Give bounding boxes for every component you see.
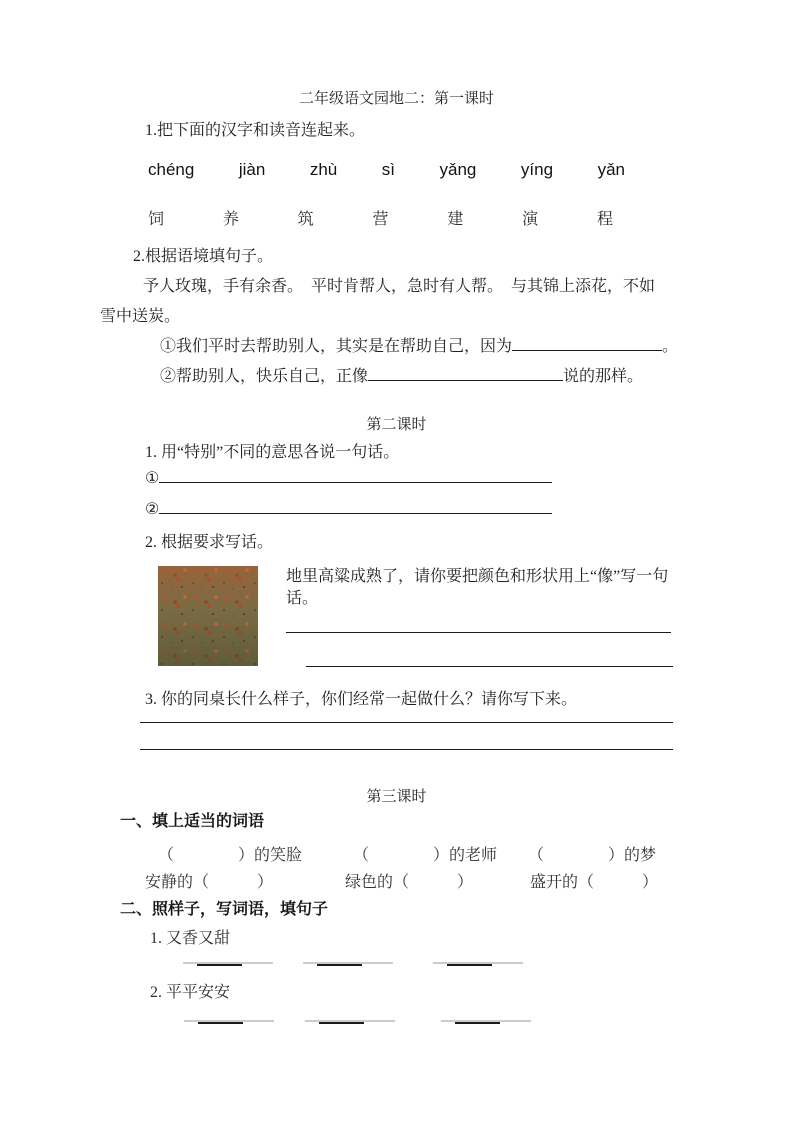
s1-fill2-text: ②帮助别人，快乐自己，正像 [160,368,369,385]
answer-blank[interactable] [512,336,662,351]
s1-fill2-suffix: 说的那样。 [563,368,644,385]
s2-answer1-line [145,464,693,494]
word-blank[interactable] [183,958,273,964]
word-blank-row-2 [100,1016,693,1024]
pinyin-item: jiàn [238,160,266,179]
bracket-phrase[interactable]: 绿色的（ ） [345,874,474,891]
pinyin-item: yǎn [597,160,625,179]
pinyin-item: chéng [148,160,195,179]
s3-part2-label: 二、照样子，写词语，填句子 [120,901,329,918]
word-blank-row-1 [100,958,693,966]
proverbs-line1: 予人玫瑰，手有余香。 平时肯帮人，急时有人帮。 与其锦上添花，不如 [143,278,656,295]
s2-q2-prompt: 地里高粱成熟了，请你要把颜色和形状用上“像”写一句话。 [286,568,669,607]
circled-2-marker: ② [145,501,160,518]
bracket-phrase[interactable]: （ ）的老师 [353,847,498,864]
answer-line[interactable] [140,749,673,750]
hanzi-item: 程 [596,211,613,228]
hanzi-item: 演 [522,211,539,228]
s3-item2-label: 2. 平平安安 [150,984,231,1001]
answer-blank[interactable] [159,499,552,514]
s3-item1-label: 1. 又香又甜 [150,930,231,947]
hanzi-item: 建 [447,211,464,228]
pinyin-item: yíng [520,160,554,179]
session2-title: 第二课时 [366,417,427,433]
hanzi-item: 饲 [148,211,165,228]
answer-line[interactable] [306,666,673,667]
s1-fill1-text: ①我们平时去帮助别人，其实是在帮助自己，因为 [160,338,513,355]
answer-blank[interactable] [159,468,552,483]
session3-title: 第三课时 [366,789,427,805]
s2-answer2-line [145,494,693,526]
fill-word-row-2 [100,869,693,896]
writing-prompt-block [100,566,693,667]
s1-q2-label: 2.根据语境填句子。 [133,248,274,265]
word-blank[interactable] [303,958,393,964]
bracket-phrase[interactable]: 安静的（ ） [145,874,274,891]
sorghum-field-image [158,566,258,666]
s2-q3-label: 3. 你的同桌长什么样子，你们经常一起做什么？请你写下来。 [145,691,578,708]
s1-fill2-line [160,362,693,392]
session1-title: 二年级语文园地二：第一课时 [298,91,494,107]
answer-line[interactable] [286,632,671,633]
proverbs-line2: 雪中送炭。 [100,308,181,325]
hanzi-row [148,208,613,232]
pinyin-item: sì [381,160,395,179]
word-blank[interactable] [441,1016,531,1022]
bracket-phrase[interactable]: （ ）的梦 [528,847,657,864]
bracket-phrase[interactable]: （ ）的笑脸 [158,847,303,864]
word-blank[interactable] [433,958,523,964]
s2-q1-label: 1. 用“特别”不同的意思各说一句话。 [145,444,400,461]
s1-q1-label: 1.把下面的汉字和读音连起来。 [145,122,366,139]
s2-q2-label: 2. 根据要求写话。 [145,534,274,551]
pinyin-row [148,158,625,182]
hanzi-item: 筑 [297,211,314,228]
pinyin-item: zhù [309,160,338,179]
word-blank[interactable] [305,1016,395,1022]
word-blank[interactable] [184,1016,274,1022]
s1-fill1-suffix: 。 [662,338,679,355]
hanzi-item: 养 [222,211,239,228]
answer-blank[interactable] [368,366,563,381]
answer-line[interactable] [140,722,673,723]
bracket-phrase[interactable]: 盛开的（ ） [530,874,659,891]
pinyin-item: yǎng [439,160,477,179]
s3-part1-label: 一、填上适当的词语 [120,813,265,830]
circled-1-marker: ① [145,470,160,487]
prompt-column [286,566,693,667]
s1-fill1-line [160,332,693,362]
fill-word-row-1 [100,842,693,869]
hanzi-item: 营 [372,211,389,228]
